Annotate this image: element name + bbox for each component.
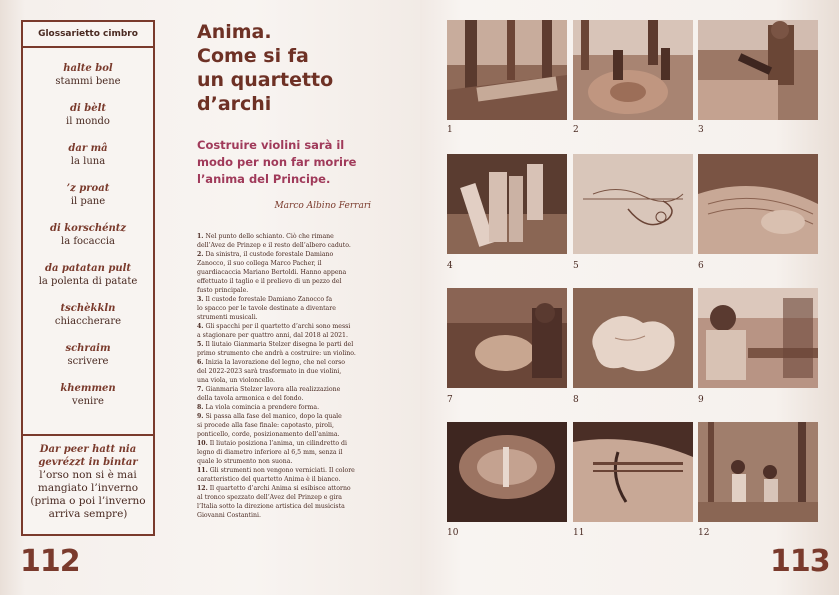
caption-number: 9.: [197, 413, 204, 420]
caption-line: [197, 466, 377, 475]
photo-carving-wood: [698, 154, 818, 254]
glossary-term: di korschéntz: [49, 223, 127, 234]
caption-number: 7.: [197, 386, 204, 393]
caption-line: [197, 331, 377, 340]
caption-text: dell’Avez de Prinzep e il resto dell’albero caduto.: [197, 242, 351, 249]
photo-label: 6: [698, 261, 704, 271]
caption-line: [197, 385, 377, 394]
caption-line: [197, 322, 377, 331]
glossary-list: [23, 48, 153, 422]
caption-number: 8.: [197, 404, 204, 411]
caption-line: [197, 313, 377, 322]
caption-number: 2.: [197, 251, 204, 258]
caption-line: [197, 511, 377, 520]
caption-text: Si passa alla fase del manico, dopo la quale: [205, 413, 342, 420]
photo-label: 5: [573, 261, 579, 271]
photo-violin-fhole: [573, 422, 693, 522]
caption-number: 3.: [197, 296, 204, 303]
glossary-item: [23, 182, 153, 222]
caption-line: [197, 358, 377, 367]
caption-line: [197, 304, 377, 313]
photo-label: 10: [447, 528, 459, 538]
caption-number: 11.: [197, 467, 208, 474]
title-line: un quartetto: [197, 69, 334, 91]
caption-line: [197, 367, 377, 376]
photo-captions: [197, 232, 377, 520]
glossary-term: khemmen: [60, 383, 116, 394]
caption-line: [197, 241, 377, 250]
caption-line: [197, 286, 377, 295]
glossary-meaning: la luna: [70, 156, 106, 167]
photo-log-cut: [573, 20, 693, 120]
caption-text: al tronco spezzato dell’Avez del Prinzep e gira: [197, 494, 342, 501]
photo-luthier-workshop: [698, 288, 818, 388]
caption-line: [197, 340, 377, 349]
caption-number: 1.: [197, 233, 204, 240]
title-line: d’archi: [197, 93, 272, 115]
photo-label: 4: [447, 261, 453, 271]
caption-line: [197, 475, 377, 484]
photo-label: 1: [447, 125, 453, 135]
caption-line: [197, 403, 377, 412]
caption-text: quale lo strumento non suona.: [197, 458, 293, 465]
caption-line: [197, 502, 377, 511]
glossary-meaning: venire: [72, 396, 104, 407]
caption-text: Gli strumenti non vengono verniciati. Il colore: [209, 467, 355, 474]
glossary-item: [23, 342, 153, 382]
caption-text: Gli spacchi per il quartetto d’archi sono messi: [205, 323, 351, 330]
proverb-meaning: l’orso non si è mai: [39, 469, 137, 481]
caption-text: Il quartetto d’archi Anima si esibisce attorno: [209, 485, 351, 492]
glossary-item: [23, 302, 153, 342]
caption-line: [197, 484, 377, 493]
caption-text: Il liutaio posiziona l’anima, un cilindretto di: [209, 440, 347, 447]
photo-stacked-planks: [447, 154, 567, 254]
caption-text: si procede alla fase finale: capotasto, piroli,: [197, 422, 334, 429]
glossary-item: [23, 382, 153, 422]
caption-line: [197, 412, 377, 421]
caption-text: La viola comincia a prendere forma.: [205, 404, 320, 411]
caption-text: Il liutaio Gianmaria Stelzer disegna le parti del: [205, 341, 354, 348]
subtitle-line: modo per non far morire: [197, 155, 357, 169]
glossary-meaning: scrivere: [67, 356, 109, 367]
article-subtitle: [197, 137, 387, 188]
caption-text: lo spacco per le tavole destinate a diventare: [197, 305, 336, 312]
glossary-title: Glossarietto cimbro: [23, 22, 153, 48]
photo-wood-splitting: [698, 20, 818, 120]
glossary-term: da patatan pult: [44, 263, 132, 274]
caption-number: 10.: [197, 440, 208, 447]
caption-line: [197, 268, 377, 277]
photo-label: 9: [698, 395, 704, 405]
caption-line: [197, 349, 377, 358]
glossary-item: [23, 262, 153, 302]
proverb-meaning: mangiato l’inverno: [37, 482, 139, 494]
glossary-term: di bèlt: [69, 103, 107, 114]
photo-soundpost-closeup: [447, 422, 567, 522]
caption-number: 5.: [197, 341, 204, 348]
article-author: Marco Albino Ferrari: [274, 201, 371, 211]
caption-line: [197, 295, 377, 304]
glossary-meaning: il mondo: [66, 116, 110, 127]
title-line: Anima.: [197, 21, 272, 43]
caption-text: Giovanni Costantini.: [197, 512, 261, 519]
photo-label: 8: [573, 395, 579, 405]
caption-line: [197, 448, 377, 457]
caption-text: Il custode forestale Damiano Zanocco fa: [205, 296, 333, 303]
page-number-right: 113: [770, 544, 830, 579]
glossary-proverb: [23, 443, 153, 521]
title-line: Come si fa: [197, 45, 309, 67]
caption-text: Zanocco, il suo collega Marco Pacher, il: [197, 260, 322, 267]
subtitle-line: l’anima del Principe.: [197, 172, 331, 186]
glossary-meaning: chiaccherare: [54, 316, 122, 327]
glossary-term: schraim: [65, 343, 111, 354]
photo-viola-body: [573, 288, 693, 388]
photo-label: 3: [698, 125, 704, 135]
caption-text: Gianmaria Stelzer lavora alla realizzazione: [205, 386, 341, 393]
glossary-meaning: stammi bene: [55, 76, 121, 87]
caption-text: strumenti musicali.: [197, 314, 258, 321]
glossary-item: [23, 102, 153, 142]
proverb-line: gevrézzt in bintar: [38, 457, 138, 468]
caption-text: ponticello, corde, posizionamento dell’anima.: [197, 431, 340, 438]
caption-line: [197, 493, 377, 502]
glossary-divider: [23, 434, 153, 436]
caption-text: l’Italia sotto la direzione artistica del musicista: [197, 503, 345, 510]
glossary-item: [23, 222, 153, 262]
caption-text: a stagionare per quattro anni, dal 2018 al 2021.: [197, 332, 348, 339]
caption-number: 6.: [197, 359, 204, 366]
caption-text: Inizia la lavorazione del legno, che nel corso: [205, 359, 346, 366]
caption-line: [197, 430, 377, 439]
photo-label: 12: [698, 528, 710, 538]
glossary-meaning: la polenta di patate: [38, 276, 138, 287]
photo-label: 11: [573, 528, 585, 538]
caption-line: [197, 250, 377, 259]
photo-violin-drawing: [573, 154, 693, 254]
caption-line: [197, 457, 377, 466]
article-title: [197, 20, 397, 116]
caption-line: [197, 439, 377, 448]
subtitle-line: Costruire violini sarà il: [197, 138, 345, 152]
caption-line: [197, 421, 377, 430]
glossary-term: tschèkkln: [60, 303, 116, 314]
page-number-left: 112: [20, 544, 80, 579]
caption-text: una viola, un violoncello.: [197, 377, 275, 384]
glossary-meaning: il pane: [70, 196, 106, 207]
proverb-meaning: (prima o poi l’inverno: [30, 495, 146, 507]
photo-label: 7: [447, 395, 453, 405]
glossary-item: [23, 142, 153, 182]
proverb-meaning: arriva sempre): [48, 508, 128, 520]
caption-line: [197, 277, 377, 286]
caption-text: effettuato il taglio e il prelievo di un pezzo del: [197, 278, 342, 285]
photo-quartet-in-forest: [698, 422, 818, 522]
caption-line: [197, 259, 377, 268]
photo-label: 2: [573, 125, 579, 135]
caption-number: 4.: [197, 323, 204, 330]
glossary-item: [23, 62, 153, 102]
caption-text: primo strumento che andrà a costruire: un violino.: [197, 350, 356, 357]
glossary-meaning: la focaccia: [61, 236, 115, 247]
photo-fallen-tree: [447, 20, 567, 120]
caption-number: 12.: [197, 485, 208, 492]
caption-line: [197, 394, 377, 403]
caption-text: legno di diametro inferiore al 6,5 mm, senza il: [197, 449, 343, 456]
caption-text: del 2022-2023 sarà trasformato in due violini,: [197, 368, 342, 375]
caption-text: Da sinistra, il custode forestale Damiano: [205, 251, 334, 258]
caption-text: fusto principale.: [197, 287, 249, 294]
glossary-term: ’z proat: [66, 183, 110, 194]
caption-text: Nel punto dello schianto. Ciò che rimane: [205, 233, 334, 240]
caption-line: [197, 232, 377, 241]
proverb-line: Dar peer hatt nia: [39, 444, 137, 455]
caption-line: [197, 376, 377, 385]
glossary-term: dar mâ: [68, 143, 108, 154]
glossary-term: halte bol: [63, 63, 113, 74]
caption-text: caratteristico del quartetto Anima è il bianco.: [197, 476, 341, 483]
caption-text: della tavola armonica e del fondo.: [197, 395, 304, 402]
photo-luthier-workbench: [447, 288, 567, 388]
caption-text: guardiacaccia Mariano Bertoldi. Hanno appena: [197, 269, 347, 276]
glossary-box: [21, 20, 155, 536]
